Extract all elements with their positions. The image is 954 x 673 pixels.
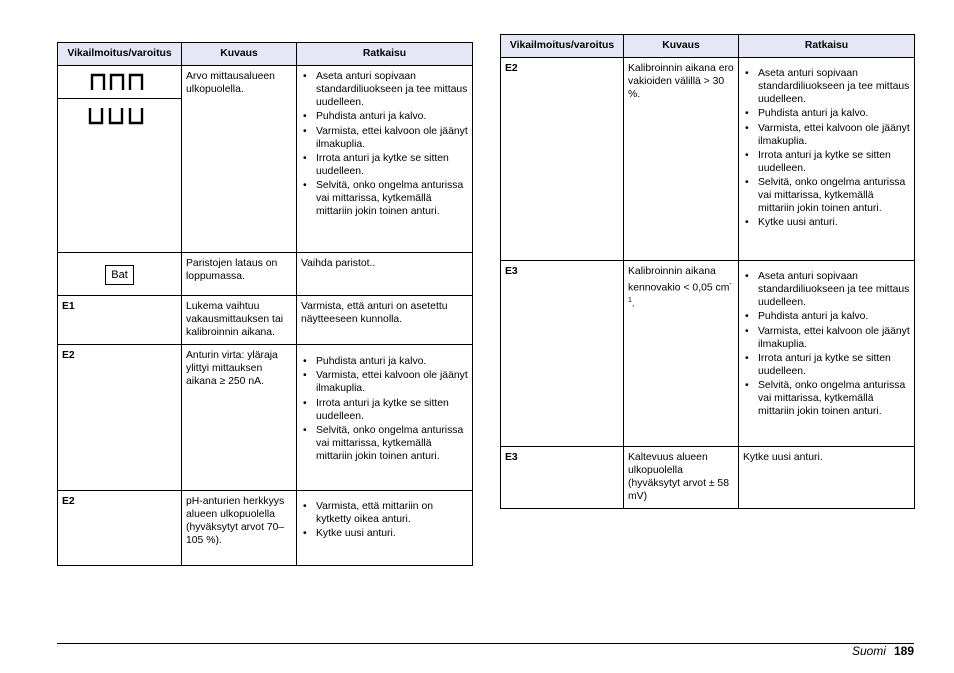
table-row <box>501 58 915 261</box>
table-row <box>58 253 473 296</box>
fix-item: • Varmista, ettei kalvoon ole jäänyt ilmakuplia. <box>743 326 910 352</box>
error-code: E2 <box>501 58 624 261</box>
footer-divider <box>57 643 914 644</box>
fix-list <box>301 356 468 464</box>
row-description: Paristojen lataus on loppumassa. <box>182 253 297 296</box>
fix-item: • Puhdista anturi ja kalvo. <box>301 111 468 124</box>
row-description: Lukema vaihtuu vakausmittauksen tai kalibroinnin aikana. <box>182 296 297 345</box>
table-row <box>58 345 473 491</box>
fix-item: • Irrota anturi ja kytke se sitten uudelleen. <box>301 153 468 179</box>
error-code: E2 <box>58 345 182 491</box>
table-row <box>501 447 915 509</box>
description-end: . <box>631 298 635 310</box>
row-description: Kalibroinnin aikana ero vakioiden välillä > 30 %. <box>624 58 739 261</box>
underrange-segment-icon <box>58 99 181 133</box>
fix-item: • Irrota anturi ja kytke se sitten uudelleen. <box>743 150 910 176</box>
description-text: Kalibroinnin aikana kennovakio < 0,05 cm <box>628 266 730 294</box>
row-description: pH-anturien herkkyys alueen ulkopuolella (hyväksytyt arvot 70–105 %). <box>182 491 297 566</box>
overrange-segment-icon <box>58 66 181 99</box>
fix-item: • Kytke uusi anturi. <box>743 217 910 230</box>
header-solution: Ratkaisu <box>297 43 473 66</box>
left-error-table <box>57 42 473 566</box>
fix-item: • Puhdista anturi ja kalvo. <box>301 356 468 369</box>
row-solution <box>297 345 473 491</box>
right-error-table <box>500 34 915 509</box>
row-description <box>624 261 739 447</box>
error-code: E3 <box>501 447 624 509</box>
fix-item: • Varmista, ettei kalvoon ole jäänyt ilmakuplia. <box>301 370 468 396</box>
error-code: E1 <box>58 296 182 345</box>
row-solution <box>297 491 473 566</box>
header-error: Vikailmoitus/varoitus <box>58 43 182 66</box>
unit-exponent: -1 <box>628 280 732 305</box>
fix-item: • Varmista, ettei kalvoon ole jäänyt ilmakuplia. <box>743 123 910 149</box>
fix-list <box>743 68 910 230</box>
battery-icon: Bat <box>105 265 134 285</box>
row-solution: Vaihda paristot.. <box>297 253 473 296</box>
fix-item: • Aseta anturi sopivaan standardiliuokseen ja tee mittaus uudelleen. <box>743 68 910 107</box>
row-solution <box>739 261 915 447</box>
fix-item: • Varmista, ettei kalvoon ole jäänyt ilmakuplia. <box>301 126 468 152</box>
error-code: E2 <box>58 491 182 566</box>
page-footer <box>852 644 914 658</box>
fix-item: • Irrota anturi ja kytke se sitten uudelleen. <box>743 353 910 379</box>
fix-item: • Selvitä, onko ongelma anturissa vai mittarissa, kytkemällä mittariin jokin toinen anturi. <box>743 177 910 216</box>
row-solution <box>297 66 473 253</box>
out-of-range-display-cell <box>58 66 182 253</box>
fix-list <box>301 501 468 541</box>
fix-item: • Selvitä, onko ongelma anturissa vai mittarissa, kytkemällä mittariin jokin toinen anturi. <box>743 380 910 419</box>
table-row <box>501 261 915 447</box>
row-solution: Kytke uusi anturi. <box>739 447 915 509</box>
footer-language: Suomi <box>851 644 886 658</box>
header-row <box>58 43 473 66</box>
fix-list <box>743 271 910 419</box>
header-description: Kuvaus <box>182 43 297 66</box>
row-solution <box>739 58 915 261</box>
error-code: E3 <box>501 261 624 447</box>
battery-indicator-cell <box>58 253 182 296</box>
table-row <box>58 296 473 345</box>
fix-item: • Selvitä, onko ongelma anturissa vai mittarissa, kytkemällä mittariin jokin toinen anturi. <box>301 425 468 464</box>
row-description: Kaltevuus alueen ulkopuolella (hyväksytyt arvot ± 58 mV) <box>624 447 739 509</box>
fix-item: • Puhdista anturi ja kalvo. <box>743 311 910 324</box>
fix-item: • Varmista, että mittariin on kytketty oikea anturi. <box>301 501 468 527</box>
header-row <box>501 35 915 58</box>
header-error: Vikailmoitus/varoitus <box>501 35 624 58</box>
fix-item: • Irrota anturi ja kytke se sitten uudelleen. <box>301 398 468 424</box>
header-description: Kuvaus <box>624 35 739 58</box>
row-description: Anturin virta: yläraja ylittyi mittauksen aikana ≥ 250 nA. <box>182 345 297 491</box>
table-row <box>58 491 473 566</box>
fix-item: • Aseta anturi sopivaan standardiliuokseen ja tee mittaus uudelleen. <box>301 71 468 110</box>
header-solution: Ratkaisu <box>739 35 915 58</box>
fix-item: • Puhdista anturi ja kalvo. <box>743 108 910 121</box>
fix-item: • Selvitä, onko ongelma anturissa vai mittarissa, kytkemällä mittariin jokin toinen anturi. <box>301 180 468 219</box>
fix-list <box>301 71 468 219</box>
page-number: 189 <box>893 644 914 658</box>
row-solution: Varmista, että anturi on asetettu näytteeseen kunnolla. <box>297 296 473 345</box>
table-row <box>58 66 473 253</box>
fix-item: • Aseta anturi sopivaan standardiliuokseen ja tee mittaus uudelleen. <box>743 271 910 310</box>
fix-item: • Kytke uusi anturi. <box>301 528 468 541</box>
row-description: Arvo mittausalueen ulkopuolella. <box>182 66 297 253</box>
